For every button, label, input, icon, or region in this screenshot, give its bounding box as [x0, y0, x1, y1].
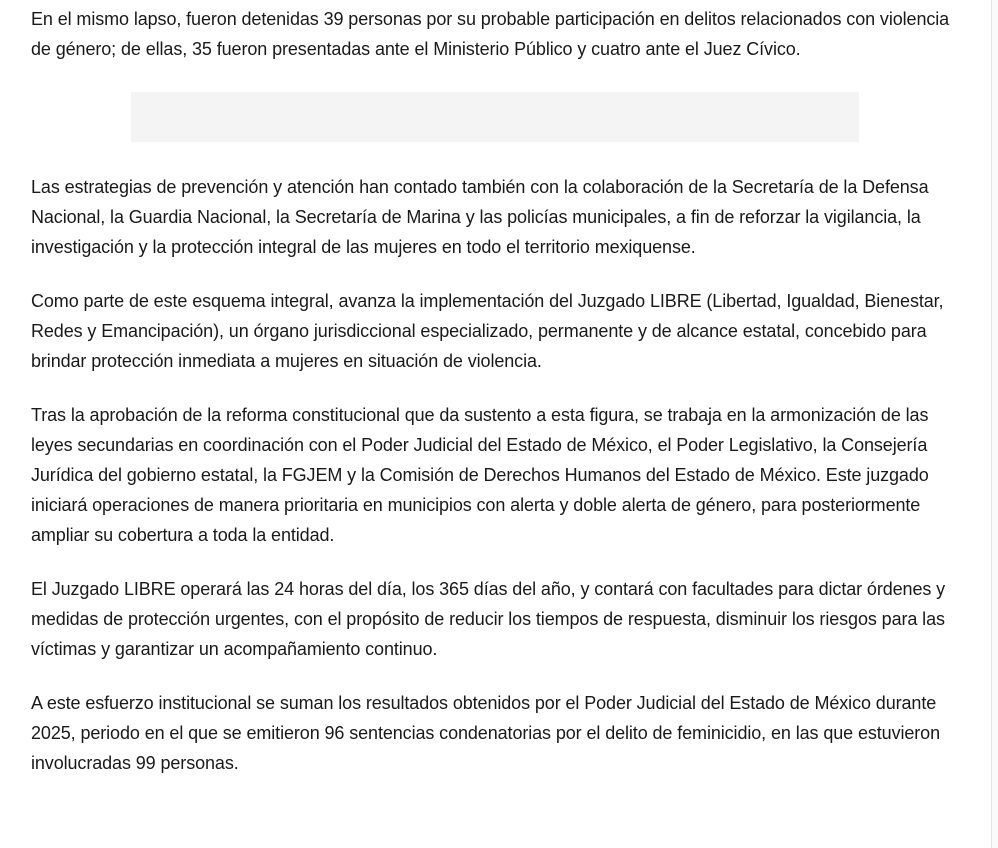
paragraph-juzgado-libre: Como parte de este esquema integral, avanza la implementación del Juzgado LIBRE (Libertad, Igualdad, Bienestar, Redes y Emancipación), un órgano jurisdiccional especializado, permanente y de alcance estatal, concebido para brindar protección inmediata a mujeres en situación de violencia. [31, 291, 944, 371]
paragraph-detentions: En el mismo lapso, fueron detenidas 39 personas por su probable participación en delitos relacionados con violencia de género; de ellas, 35 fueron presentadas ante el Ministerio Público y cuatro ante el Juez Cívico. [31, 9, 950, 59]
paragraph-collaboration: Las estrategias de prevención y atención han contado también con la colaboración de la Secretaría de la Defensa Nacional, la Guardia Nacional, la Secretaría de Marina y las policías municipales, a fin de reforzar la vigilancia, la investigación y la protección integral de las mujeres en todo el territorio mexiquense. [31, 177, 929, 257]
paragraph-reform: Tras la aprobación de la reforma constitucional que da sustento a esta figura, se trabaja en la armonización de las leyes secundarias en coordinación con el Poder Judicial del Estado de México, el Poder Legislativo, la Consejería Jurídica del gobierno estatal, la FGJEM y la Comisión de Derechos Humanos del Estado de México. Este juzgado iniciará operaciones de manera prioritaria en municipios con alerta y doble alerta de género, para posteriormente ampliar su cobertura a toda la entidad. [31, 405, 929, 545]
paragraph-sentences: A este esfuerzo institucional se suman los resultados obtenidos por el Poder Judicial del Estado de México durante 2025, periodo en el que se emitieron 96 sentencias condenatorias por el delito de feminicidio, en las que estuvieron involucradas 99 personas. [31, 693, 940, 773]
ad-placeholder [131, 92, 859, 142]
scrollbar-track[interactable] [991, 0, 998, 848]
paragraph-operations: El Juzgado LIBRE operará las 24 horas del día, los 365 días del año, y contará con facultades para dictar órdenes y medidas de protección urgentes, con el propósito de reducir los tiempos de respuesta, disminuir los riesgos para las víctimas y garantizar un acompañamiento continuo. [31, 579, 946, 659]
article-body [31, 4, 961, 778]
